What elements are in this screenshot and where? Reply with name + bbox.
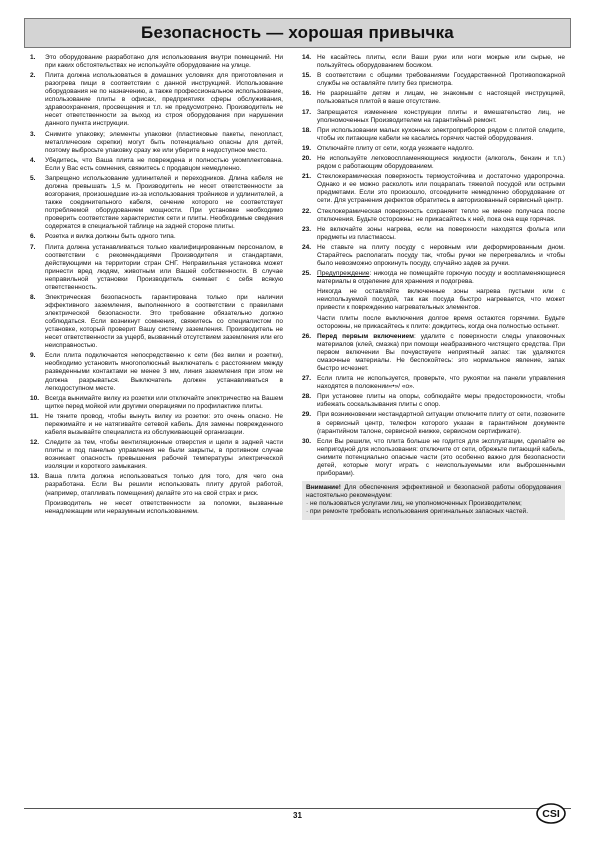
item-number: 23. — [302, 225, 312, 233]
item-number: 25. — [302, 270, 312, 278]
item-text: Убедитесь, что Ваша плита не повреждена и полностью укомплектована. Если у Вас есть сомнения, свяжитесь с продавцом немедленно. — [45, 156, 283, 172]
right-item-list-2 — [302, 375, 565, 478]
first-use-label: Перед первым включением — [317, 332, 414, 340]
item-text: Если плита не используется, проверьте, что рукоятки на панели управления находятся в положении«•»/ «о». — [317, 375, 565, 391]
item-number: 1. — [30, 54, 36, 61]
list-item — [30, 157, 283, 173]
attention-bullet-2: · при ремонте требовать использования оригинальных запасных частей. — [306, 508, 529, 516]
item-number: 7. — [30, 243, 36, 251]
item-text: Всегда вынимайте вилку из розетки или отключайте электричество на Вашем щитке перед мойкой или другими операциями по профилактике плиты. — [45, 394, 283, 410]
item-text: Не разрешайте детям и лицам, не знакомым с настоящей инструкцией, пользоваться плитой в ваше отсутствие. — [317, 90, 565, 106]
list-item — [302, 226, 565, 242]
item-number: 3. — [30, 130, 36, 138]
item-number: 6. — [30, 233, 36, 241]
item-text: Запрещено использование удлинителей и переходников. Длина кабеля не должна превышать 1,5 м. Производитель не несет ответственности за возгорания, произошедшие из-за использования тройников и удлинителей, а также соединительного кабеля, сечение которого не соответствует потребляемой оборудованием мощности. При установке необходимо проверить соответствие характеристик сети и плиты. Необходимые сведения содержатся в специальной таблице на задней стороне плиты. — [45, 175, 283, 231]
list-item — [30, 439, 283, 471]
attention-note — [302, 481, 565, 520]
list-item — [302, 244, 565, 268]
list-item — [302, 438, 565, 478]
item-text: Ваша плита должна использоваться только для того, для чего она разработана. Если Вы решили использовать плиту другой работой, (например, отапливать помещения) делайте это на свой страх и риск. — [45, 473, 283, 497]
list-item — [30, 175, 283, 231]
item-text: Если плита подключается непосредственно к сети (без вилки и розетки), необходимо установить многополюсный выключатель с расстоянием между разведенными контактами не менее 3 мм, линия заземления при этом не должна разрываться. Выключатель должен устанавливаться в легкодоступном месте. — [45, 352, 283, 392]
attention-paragraph — [306, 484, 561, 500]
item-number: 17. — [302, 108, 312, 116]
item-text: При установке плиты на опоры, соблюдайте меры предосторожности, чтобы избежать соскальзывания плиты с опор. — [317, 393, 565, 409]
item-number: 19. — [302, 144, 312, 152]
item-text — [317, 270, 565, 286]
item-number: 26. — [302, 332, 312, 340]
list-item — [302, 375, 565, 391]
item-25-paragraphs — [302, 288, 565, 330]
warning-label: Предупреждение — [317, 270, 370, 278]
page-number: 31 — [293, 811, 302, 820]
item-text: Не касайтесь плиты, если Ваши руки или ноги мокрые или сырые, не пользуйтесь оборудованием босиком. — [317, 54, 565, 70]
item-25-paragraph: Части плиты после выключения долгое время остаются горячими. Будьте осторожны, не прикасайтесь к плите: дождитесь, когда она полностью остынет. — [317, 314, 565, 330]
attention-label: Внимание! — [306, 483, 341, 491]
list-item — [302, 90, 565, 106]
item-number: 15. — [302, 72, 312, 80]
list-item — [302, 127, 565, 143]
item-text: При использовании малых кухонных электроприборов рядом с плитой следите, чтобы их питающие кабели не касались горячих частей оборудования. — [317, 126, 565, 142]
item-number: 16. — [302, 90, 312, 98]
list-item-25 — [302, 270, 565, 286]
list-item-26 — [302, 333, 565, 373]
item-text: Не включайте зоны нагрева, если на поверхности находятся фольга или предметы из пластмассы. — [317, 225, 565, 241]
first-use-text: : удалите с поверхности следы упаковочных материалов (клей, смазка) при помощи неабразивного чистящего средства. При первом включении Вы почувствуете неприятный запах: так удаляются смазочные материалы. Не беспокойтесь: это нормальное явление, запах быстро исчезнет. — [317, 332, 565, 372]
csi-logo — [536, 803, 566, 824]
right-column — [302, 54, 565, 520]
warning-text: : никогда не помещайте горючую посуду и воспламеняющиеся материалы в отделение для хранения и подогрева. — [317, 270, 565, 286]
item-number: 8. — [30, 293, 36, 301]
page-title: Безопасность — хорошая привычка — [141, 23, 454, 42]
list-item — [302, 411, 565, 435]
item-number: 10. — [30, 394, 40, 402]
item-text: При возникновении нестандартной ситуации отключите плиту от сети, позвоните в сервисный центр, телефон которого указан в гарантийном документе (гарантийном талоне, сервисной книжке, сервисном сертификате). — [317, 411, 565, 435]
list-item — [30, 352, 283, 392]
item-text: Плита должна устанавливаться только квалифицированным персоналом, в соответствии с рекомендациями Производителя и стандартами, действующими на территории стран СНГ. Неправильная установка может принести вред людям, животным или Вашей собственности. В случае неправильной установки Производитель снимает с себя всякую ответственность. — [45, 243, 283, 291]
item-number: 20. — [302, 155, 312, 163]
title-bar — [24, 18, 571, 48]
logo-text: CSI — [542, 808, 560, 821]
left-column — [30, 54, 283, 518]
item-text: Запрещается изменение конструкции плиты и вмешательство лиц, не уполномоченных Производителем на гарантийный ремонт. — [317, 108, 565, 124]
item-text: Не используйте легковоспламеняющиеся жидкости (алкоголь, бензин и т.п.) рядом с работающим оборудованием. — [317, 155, 565, 171]
list-item — [30, 473, 283, 497]
list-item — [30, 395, 283, 411]
item-number: 21. — [302, 173, 312, 181]
footer-divider — [24, 808, 571, 809]
list-item — [30, 131, 283, 155]
list-item — [30, 233, 283, 241]
item-number: 5. — [30, 175, 36, 183]
item-number: 22. — [302, 207, 312, 215]
item-text: В соответствии с общими требованиями Государственной Противопожарной службы не оставляйте плиту без присмотра. — [317, 72, 565, 88]
item-number: 28. — [302, 393, 312, 401]
attention-bullet-1: · не пользоваться услугами лиц, не уполномоченных Производителем; — [306, 500, 522, 508]
list-item — [302, 54, 565, 70]
item-number: 4. — [30, 156, 36, 164]
item-text: Отключайте плиту от сети, когда уезжаете надолго. — [317, 144, 474, 152]
item-number: 9. — [30, 352, 36, 360]
list-item — [30, 244, 283, 292]
item-number: 14. — [302, 54, 312, 61]
list-item — [30, 294, 283, 350]
list-item — [302, 208, 565, 224]
item-number: 18. — [302, 126, 312, 134]
right-item-list — [302, 54, 565, 268]
item-text: Стеклокерамическая поверхность термоустойчива и достаточно ударопрочна. Однако и ее можно расколоть или поцарапать тяжелой посудой или острыми предметами. Если это произошло, отсоедините немедленно оборудование от сети. Для устранения дефектов обратитесь в авторизованный сервисный центр. — [317, 173, 565, 205]
item-number: 13. — [30, 473, 40, 481]
item-text: Не тяните провод, чтобы вынуть вилку из розетки: это очень опасно. Не пережимайте и не натягивайте сетевой кабель. Для замены поврежденного кабеля вызывайте специалиста из обслуживающей организации. — [45, 412, 283, 436]
list-item — [302, 145, 565, 153]
item-number: 12. — [30, 439, 40, 447]
item-number: 11. — [30, 412, 39, 420]
list-item — [30, 413, 283, 437]
item-number: 29. — [302, 411, 312, 419]
item-text: Электрическая безопасность гарантирована только при наличии эффективного заземления, выполненного в соответствии с правилами электрической безопасности. Это требование обязательно должно соблюдаться. Если возникнут сомнения, свяжитесь со специалистом по установке, который проверит Вашу систему заземления. Производитель не несет ответственности за ущерб, вызванный отсутствием заземления или его неисправностью. — [45, 293, 283, 350]
attention-text: Для обеспечения эффективной и безопасной работы оборудования настоятельно рекомендуем: — [306, 483, 561, 499]
item-text: Снимите упаковку; элементы упаковки (пластиковые пакеты, пенопласт, металлические скрепки) могут быть потенциально опасны для детей, поэтому выбросьте упаковку сразу же или уберите в недоступное место. — [45, 130, 283, 154]
item-text: Следите за тем, чтобы вентиляционные отверстия и щели в задней части плиты и под панелью управления не были закрыты, в противном случае возникает опасность превышения рабочей температуры электрической изоляции и короткого замыкания. — [45, 439, 283, 471]
item-text: Стеклокерамическая поверхность сохраняет тепло не менее получаса после отключения. Будьте осторожны: не прикасайтесь к ней, пока она еще горячая. — [317, 207, 565, 223]
item-number: 27. — [302, 375, 312, 383]
item-text: Это оборудование разработано для использования внутри помещений. Ни при каких обстоятельствах не используйте оборудование на улице. — [45, 54, 283, 70]
list-item — [30, 54, 283, 70]
left-item-list — [30, 54, 283, 498]
item-text: Если Вы решили, что плита больше не годится для эксплуатации, сделайте ее непригодной для использования: отключите от сети, обрежьте питающий кабель, снимите потенциально опасные части (это особенно важно для безопасности детей, которые могут играть с неиспользуемыми или выброшенными приборами). — [317, 437, 565, 477]
list-item — [302, 393, 565, 409]
item-25-paragraph: Никогда не оставляйте включенные зоны нагрева пустыми или с неиспользуемой посудой, так как посуда быстро нагревается, что может привести к повреждению нагревательных элементов. — [317, 288, 565, 312]
item-text: Не ставьте на плиту посуду с неровным или деформированным дном. Старайтесь располагать посуду так, чтобы ручки не перегревались и чтобы было невозможно опрокинуть посуду, случайно задев за ручки. — [317, 243, 565, 268]
item-text: Плита должна использоваться в домашних условиях для приготовления и разогрева пищи в соответствии с данной инструкцией. Использование оборудования не по назначению, а также профессиональное использование, использование плиты в офисах, предприятиях сферы обслуживания, здравоохранения, просвещения и т.п. не предусмотрено. Производитель не несет ответственности за выход из строя оборудования при нарушении данного пункта инструкции. — [45, 72, 283, 128]
item-number: 24. — [302, 243, 312, 251]
list-item — [302, 173, 565, 205]
left-tail-paragraph: Производитель не несет ответственности за поломки, вызванные ненадлежащим или неразумным использованием. — [45, 499, 283, 515]
item-number: 30. — [302, 437, 312, 445]
item-text — [317, 333, 565, 373]
list-item — [30, 72, 283, 128]
list-item — [302, 109, 565, 125]
list-item — [302, 72, 565, 88]
item-text: Розетка и вилка должны быть одного типа. — [45, 233, 176, 241]
item-number: 2. — [30, 72, 36, 80]
list-item — [302, 155, 565, 171]
